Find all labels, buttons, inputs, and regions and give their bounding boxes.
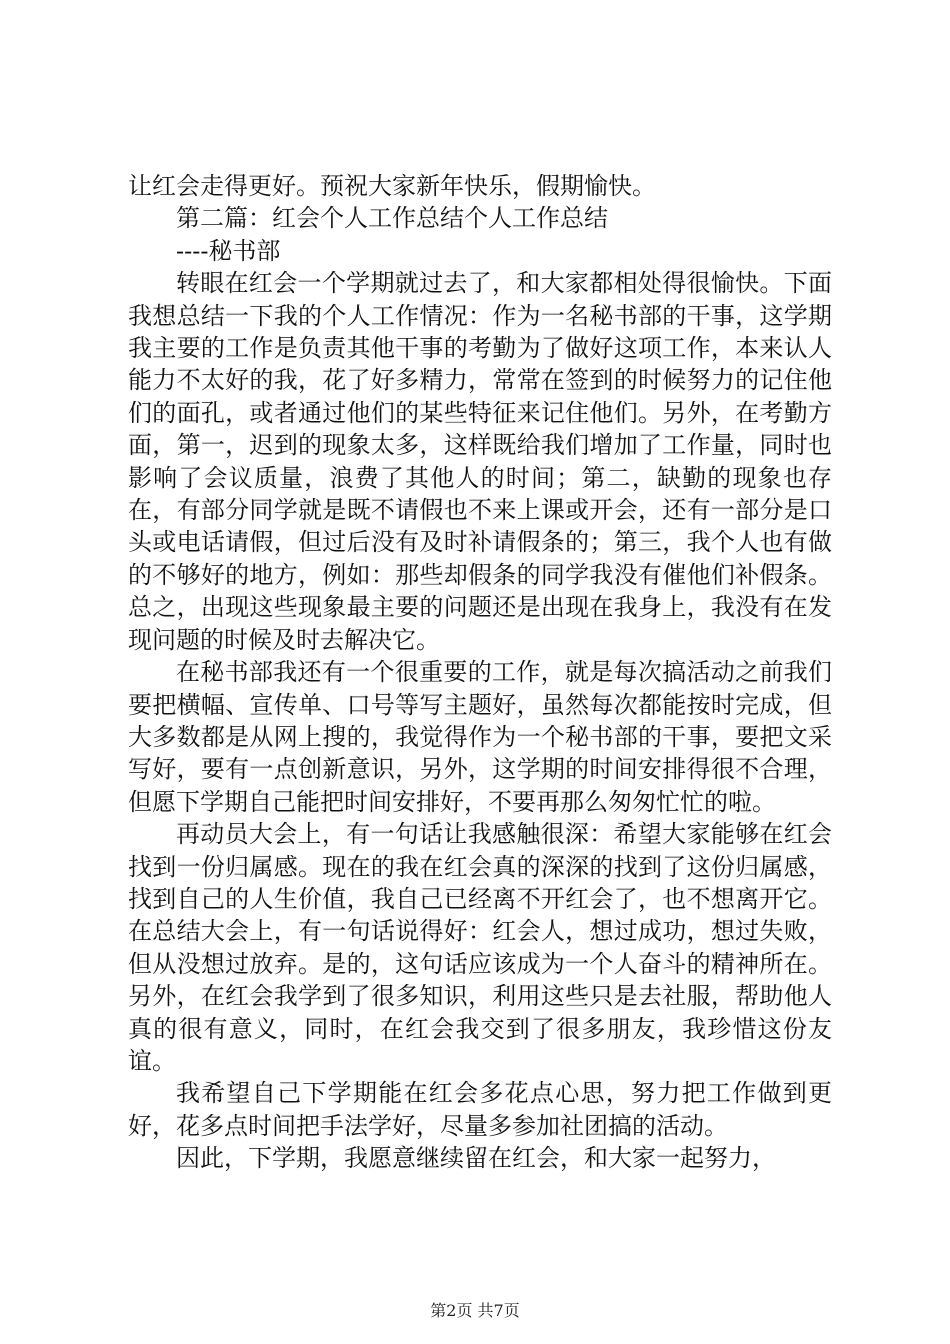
paragraph-next-term: 我希望自己下学期能在红会多花点心思，努力把工作做到更好，花多点时间把手法学好，尽量多参加社团搞的活动。 [128,1079,832,1140]
paragraph-activities: 在秘书部我还有一个很重要的工作，就是每次搞活动之前我们要把横幅、宣传单、口号等写主题好，虽然每次都能按时完成，但大多数都是从网上搜的，我觉得作为一个秘书部的干事，要把文采写好，要有一点创新意识，另外，这学期的时间安排得很不合理，但愿下学期自己能把时间安排好，不要再那么匆匆忙忙的啦。 [128,658,832,816]
paragraph-attendance: 转眼在红会一个学期就过去了，和大家都相处得很愉快。下面我想总结一下我的个人工作情况：作为一名秘书部的干事，这学期我主要的工作是负责其他干事的考勤为了做好这项工作，本来认人能力不太好的我，花了好多精力，常常在签到的时候努力的记住他们的面孔，或者通过他们的某些特征来记住他们。另外，在考勤方面，第一，迟到的现象太多，这样既给我们增加了工作量，同时也影响了会议质量，浪费了其他人的时间；第二，缺勤的现象也存在，有部分同学就是既不请假也不来上课或开会，还有一部分是口头或电话请假，但过后没有及时补请假条的；第三，我个人也有做的不够好的地方，例如：那些却假条的同学我没有催他们补假条。总之，出现这些现象最主要的问题还是出现在我身上，我没有在发现问题的时候及时去解决它。 [128,269,832,654]
section-heading: 第二篇：红会个人工作总结个人工作总结 [176,204,608,233]
paragraph-closing-line: 让红会走得更好。预祝大家新年快乐，假期愉快。 [128,172,656,200]
section-department: ----秘书部 [176,236,281,265]
document-body [128,170,832,1175]
paragraph-conclusion: 因此，下学期，我愿意继续留在红会，和大家一起努力， [176,1144,776,1173]
paragraph-belonging: 再动员大会上，有一句话让我感触很深：希望大家能够在红会找到一份归属感。现在的我在红会真的深深的找到了这份归属感，找到自己的人生价值，我自己已经离不开红会了，也不想离开它。在总结大会上，有一句话说得好：红会人，想过成功，想过失败，但从没想过放弃。是的，这句话应该成为一个人奋斗的精神所在。另外，在红会我学到了很多知识，利用这些只是去社服，帮助他人真的很有意义，同时，在红会我交到了很多朋友，我珍惜这份友谊。 [128,820,832,1075]
page-number-footer: 第2页 共7页 [430,1301,520,1320]
